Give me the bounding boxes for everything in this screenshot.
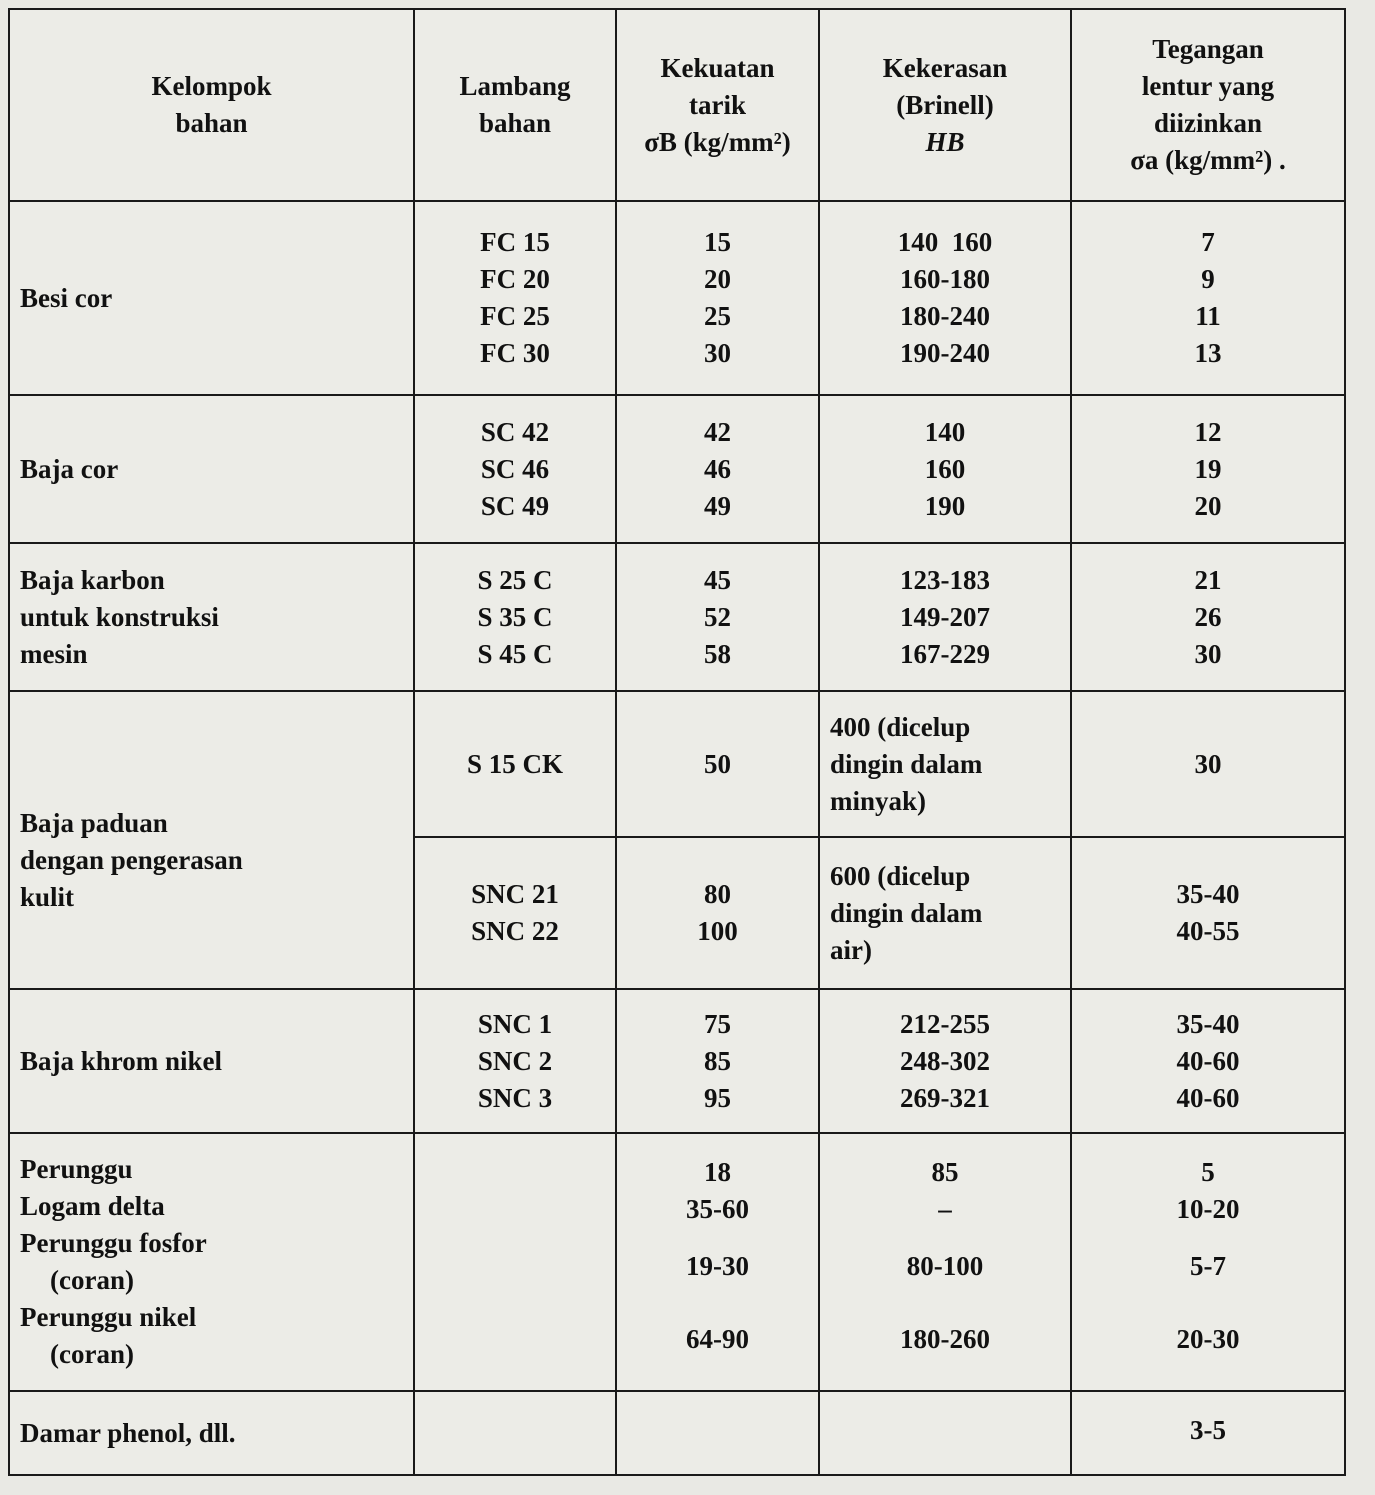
symbol-value: SNC 22 [471, 916, 559, 946]
hardness-value: 190-240 [900, 338, 990, 368]
bending-cell [1072, 202, 1344, 394]
group-name-cell [10, 990, 413, 1132]
bending-value: 40-55 [1176, 916, 1240, 946]
tensile-value: 75 [704, 1008, 731, 1039]
hardness-value: 180-240 [900, 301, 990, 331]
group-name-cell [10, 202, 413, 394]
hardness-value: 269-321 [900, 1082, 990, 1113]
bending-cell [1072, 1134, 1344, 1390]
group-name: Baja khrom nikel [20, 1045, 223, 1076]
hardness-value: 140 [924, 416, 966, 447]
symbol-value: FC 30 [480, 338, 550, 368]
symbol-value: FC 20 [480, 264, 550, 294]
tensile-value: 85 [704, 1045, 731, 1076]
tensile-value: 20 [704, 264, 731, 294]
bending-value: 35-40 [1176, 1008, 1240, 1039]
group-name: Damar phenol, dll. [20, 1417, 236, 1448]
hardness-value: 80-100 [906, 1251, 984, 1281]
bending-value: 30 [1194, 638, 1222, 669]
bending-cell [1072, 692, 1344, 836]
symbol-value: S 25 C [477, 564, 553, 595]
header-text: bahan [175, 108, 248, 138]
group-name: Perunggu fosfor [20, 1228, 207, 1258]
tensile-value: 19-30 [686, 1251, 749, 1281]
header-text: Kekerasan [882, 52, 1008, 83]
group-name: Besi cor [20, 282, 113, 313]
group-name: (coran) [50, 1265, 134, 1295]
header-text: Kekuatan [660, 52, 775, 83]
bending-value: 20-30 [1176, 1324, 1240, 1354]
header-text: Lambang [459, 71, 571, 101]
header-text: Kelompok [151, 71, 272, 101]
tensile-value: 95 [704, 1082, 731, 1113]
bending-value: 19 [1194, 453, 1222, 484]
symbol-value: S 35 C [477, 601, 553, 632]
tensile-value: 45 [704, 564, 731, 595]
symbol-value: SC 46 [480, 453, 550, 484]
header-allowable-bending-stress [1072, 10, 1344, 200]
symbol-value: SNC 1 [477, 1008, 553, 1039]
header-text: bahan [478, 108, 552, 138]
group-name: Perunggu [20, 1154, 133, 1184]
hardness-cell [820, 1134, 1070, 1390]
group-name: mesin [20, 638, 88, 669]
group-name: (coran) [50, 1339, 134, 1369]
symbol-cell [415, 990, 615, 1132]
tensile-cell [617, 396, 818, 542]
bending-value: 9 [1201, 264, 1215, 294]
bending-value: 5-7 [1190, 1251, 1226, 1281]
tensile-value: 52 [704, 601, 731, 632]
group-name: Logam delta [20, 1191, 165, 1221]
group-name-cell [10, 1134, 413, 1390]
header-material-symbol [415, 10, 615, 200]
bending-value: 40-60 [1176, 1082, 1240, 1113]
hardness-cell [820, 990, 1070, 1132]
tensile-cell [617, 544, 818, 690]
hardness-value: 140 160 [897, 227, 993, 257]
material-properties-table [8, 8, 1346, 1476]
symbol-value: FC 25 [480, 301, 550, 331]
symbol-value: S 15 CK [466, 748, 564, 779]
hardness-cell [820, 396, 1070, 542]
bending-value: 21 [1194, 564, 1222, 595]
symbol-cell [415, 692, 615, 836]
tensile-value: 15 [704, 227, 731, 257]
symbol-value: SNC 2 [477, 1045, 553, 1076]
symbol-cell [415, 202, 615, 394]
tensile-cell [617, 202, 818, 394]
hardness-cell [820, 692, 1070, 836]
symbol-value: S 45 C [477, 638, 553, 669]
symbol-cell [415, 396, 615, 542]
bending-value: 13 [1194, 338, 1222, 368]
header-text: σa (kg/mm²) . [1130, 145, 1286, 175]
header-text: tarik [689, 89, 746, 120]
group-name: kulit [20, 881, 75, 912]
header-text: (Brinell) [896, 89, 994, 120]
bending-value: 7 [1201, 227, 1215, 257]
hardness-cell [820, 544, 1070, 690]
bending-value: 11 [1195, 301, 1221, 331]
tensile-value: 50 [704, 748, 731, 779]
symbol-value: SNC 21 [471, 879, 559, 909]
symbol-value: SC 42 [480, 416, 550, 447]
group-name: Baja karbon [20, 564, 165, 595]
hardness-value: 160 [924, 453, 966, 484]
tensile-value: 80 [704, 879, 731, 909]
group-name: Perunggu nikel [20, 1302, 197, 1332]
bending-cell [1072, 838, 1344, 988]
header-text: HB [925, 126, 965, 157]
bending-value: 35-40 [1176, 879, 1240, 909]
group-name: untuk konstruksi [20, 601, 219, 632]
symbol-cell [415, 838, 615, 988]
header-material-group [10, 10, 413, 200]
bending-value: 10-20 [1176, 1194, 1240, 1224]
group-name: Baja cor [20, 453, 119, 484]
bending-value: 5 [1201, 1157, 1215, 1187]
hardness-value: dingin dalam [830, 897, 983, 928]
tensile-value: 100 [697, 916, 738, 946]
header-text: Tegangan [1152, 34, 1264, 64]
group-name-cell [10, 692, 413, 988]
hardness-value: 180-260 [900, 1324, 990, 1354]
hardness-value: air) [830, 934, 872, 965]
symbol-value: FC 15 [480, 227, 550, 257]
bending-cell [1072, 544, 1344, 690]
tensile-value: 25 [704, 301, 731, 331]
tensile-value: 18 [704, 1157, 731, 1187]
bending-value: 3-5 [1190, 1415, 1226, 1445]
tensile-value: 35-60 [686, 1194, 749, 1224]
hardness-value: minyak) [830, 785, 927, 816]
symbol-value: SNC 3 [477, 1082, 553, 1113]
hardness-value: 190 [924, 490, 966, 521]
tensile-value: 42 [704, 416, 731, 447]
hardness-value: 248-302 [900, 1045, 990, 1076]
symbol-value: SC 49 [480, 490, 550, 521]
hardness-value: 400 (dicelup [830, 711, 971, 742]
hardness-value: 212-255 [900, 1008, 990, 1039]
bending-value: 40-60 [1176, 1045, 1240, 1076]
tensile-value: 46 [704, 453, 731, 484]
tensile-cell [617, 1134, 818, 1390]
hardness-value: dingin dalam [830, 748, 983, 779]
hardness-value: 600 (dicelup [830, 860, 971, 891]
tensile-value: 64-90 [686, 1324, 749, 1354]
bending-cell [1072, 396, 1344, 542]
group-name: dengan pengerasan [20, 844, 243, 875]
tensile-value: 30 [704, 338, 731, 368]
bending-value: 26 [1194, 601, 1222, 632]
tensile-value: 58 [704, 638, 731, 669]
group-name-cell [10, 1392, 413, 1474]
bending-value: 12 [1194, 416, 1222, 447]
hardness-cell [820, 202, 1070, 394]
hardness-value: 123-183 [900, 564, 990, 595]
hardness-value: 160-180 [900, 264, 990, 294]
hardness-value: 149-207 [900, 601, 990, 632]
tensile-cell [617, 692, 818, 836]
tensile-value: 49 [704, 490, 731, 521]
symbol-cell [415, 544, 615, 690]
header-tensile-strength [617, 10, 818, 200]
group-name-cell [10, 544, 413, 690]
header-text: lentur yang [1141, 71, 1275, 101]
header-text: σB (kg/mm²) [644, 126, 791, 157]
header-brinell-hardness [820, 10, 1070, 200]
hardness-value: 167-229 [900, 638, 990, 669]
group-name: Baja paduan [20, 807, 168, 838]
hardness-cell [820, 838, 1070, 988]
bending-value: 20 [1194, 490, 1222, 521]
hardness-value: 85 [931, 1157, 959, 1187]
bending-cell [1072, 1392, 1344, 1474]
tensile-cell [617, 838, 818, 988]
header-text: diizinkan [1153, 108, 1263, 138]
bending-cell [1072, 990, 1344, 1132]
group-name-cell [10, 396, 413, 542]
tensile-cell [617, 990, 818, 1132]
bending-value: 30 [1194, 748, 1222, 779]
hardness-value: – [938, 1194, 952, 1224]
